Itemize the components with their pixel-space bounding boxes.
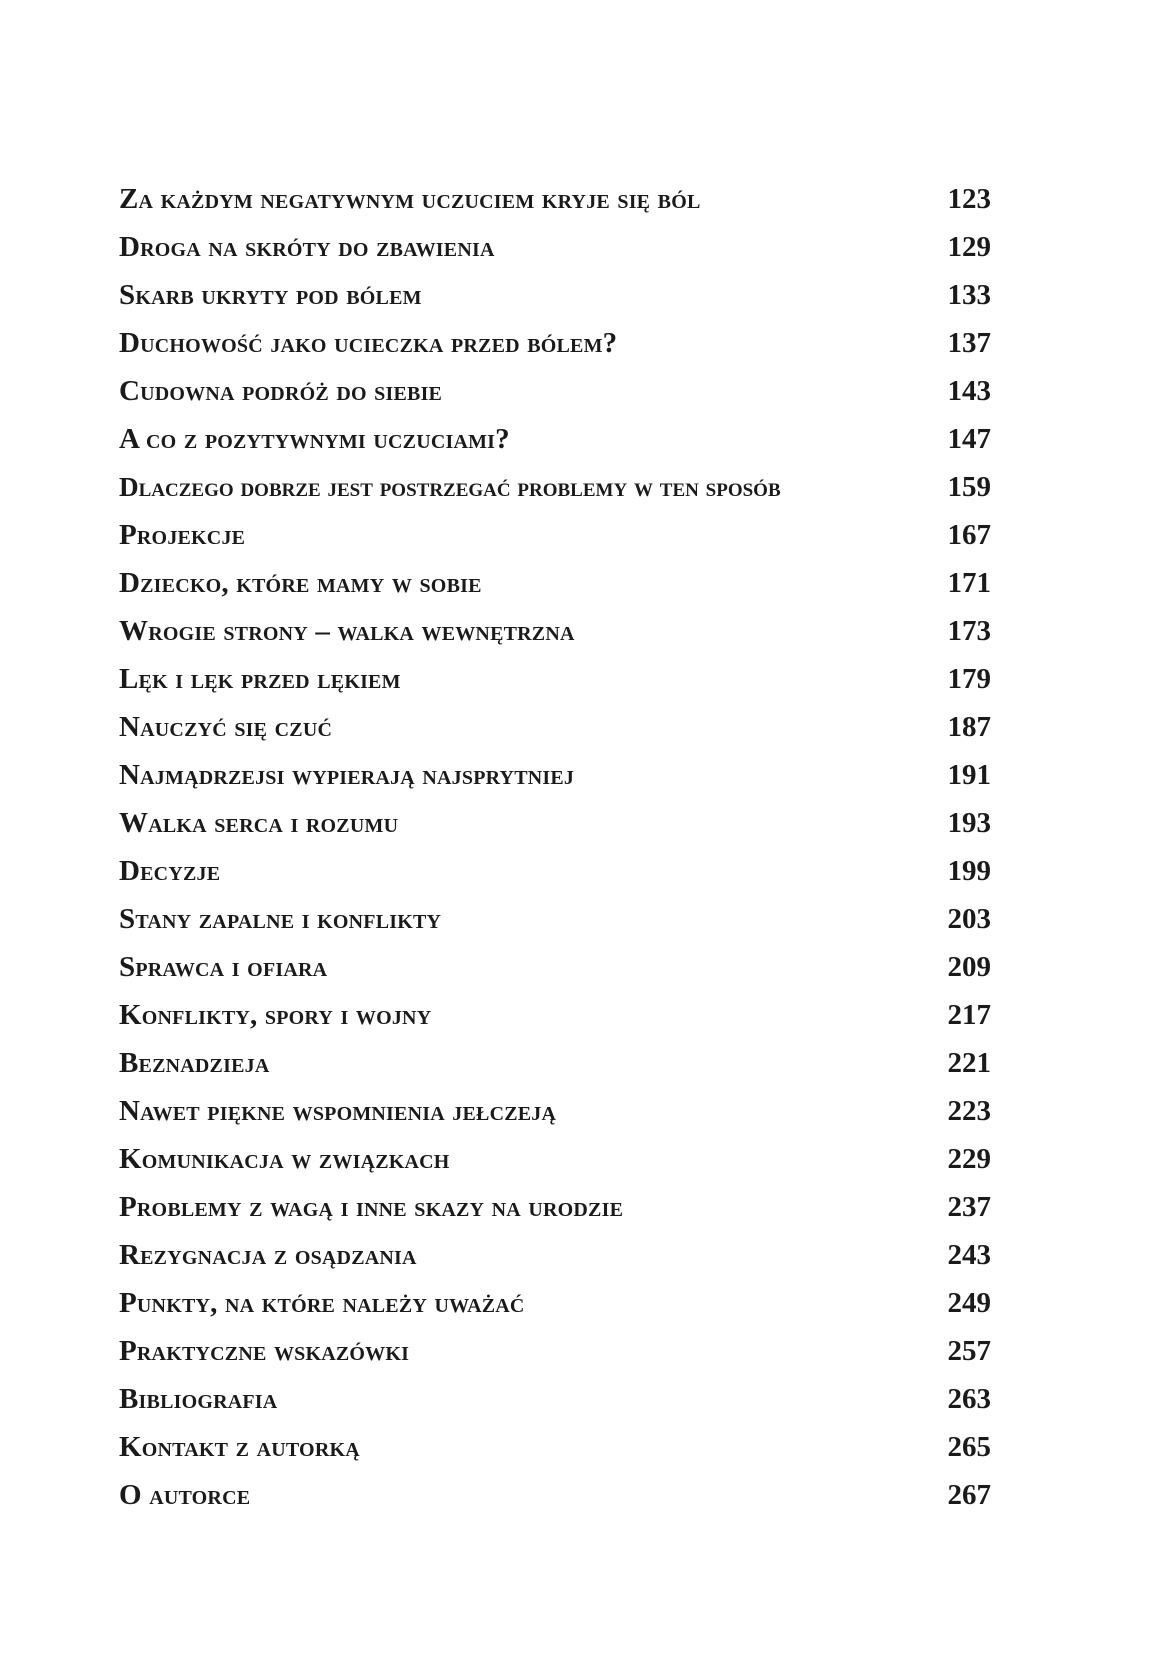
- toc-entry: [119, 327, 991, 375]
- toc-entry-page: 123: [947, 183, 991, 215]
- toc-entry: [119, 183, 991, 231]
- toc-entry: [119, 375, 991, 423]
- toc-entry: [119, 615, 991, 663]
- toc-entry-title: Najmądrzejsi wypierają najsprytniej: [119, 759, 575, 791]
- toc-entry-title: Dziecko, które mamy w sobie: [119, 567, 482, 599]
- toc-entry-title: Nauczyć się czuć: [119, 711, 333, 743]
- toc-entry: [119, 1239, 991, 1287]
- toc-entry-title: Kontakt z autorką: [119, 1431, 360, 1463]
- toc-entry-page: 187: [947, 711, 991, 743]
- toc-entry-title: Skarb ukryty pod bólem: [119, 279, 422, 311]
- toc-entry-title: Wrogie strony – walka wewnętrzna: [119, 615, 575, 647]
- toc-entry-title: Cudowna podróż do siebie: [119, 375, 443, 407]
- toc-entry-title: Lęk i lęk przed lękiem: [119, 663, 401, 695]
- toc-entry-page: 171: [947, 567, 991, 599]
- toc-entry-page: 203: [947, 903, 991, 935]
- toc-entry-page: 129: [947, 231, 991, 263]
- toc-entry: [119, 231, 991, 279]
- toc-entry-page: 143: [947, 375, 991, 407]
- toc-entry-page: 159: [947, 471, 991, 503]
- toc-entry: [119, 663, 991, 711]
- toc-entry: [119, 519, 991, 567]
- table-of-contents: [119, 183, 991, 1527]
- toc-entry-title: Beznadzieja: [119, 1047, 270, 1079]
- toc-entry-page: 229: [947, 1143, 991, 1175]
- toc-entry: [119, 1335, 991, 1383]
- toc-entry-title: A co z pozytywnymi uczuciami?: [119, 423, 510, 455]
- toc-entry-page: 265: [947, 1431, 991, 1463]
- toc-entry-page: 217: [947, 999, 991, 1031]
- toc-entry-page: 267: [947, 1479, 991, 1511]
- toc-entry: [119, 1383, 991, 1431]
- toc-entry-title: Projekcje: [119, 519, 246, 551]
- toc-entry-title: Nawet piękne wspomnienia jełczeją: [119, 1095, 557, 1127]
- toc-entry-title: Sprawca i ofiara: [119, 951, 328, 983]
- toc-entry-page: 147: [947, 423, 991, 455]
- toc-entry-page: 199: [947, 855, 991, 887]
- toc-entry-title: Praktyczne wskazówki: [119, 1335, 410, 1367]
- toc-entry-title: O autorce: [119, 1479, 251, 1511]
- toc-entry-page: 237: [947, 1191, 991, 1223]
- toc-entry-title: Duchowość jako ucieczka przed bólem?: [119, 327, 618, 359]
- toc-entry: [119, 711, 991, 759]
- toc-entry-page: 257: [947, 1335, 991, 1367]
- toc-entry-page: 209: [947, 951, 991, 983]
- toc-entry-title: Komunikacja w związkach: [119, 1143, 450, 1175]
- toc-entry-title: Dlaczego dobrze jest postrzegać problemy w ten sposób: [119, 472, 781, 502]
- toc-entry-page: 193: [947, 807, 991, 839]
- toc-entry-page: 223: [947, 1095, 991, 1127]
- toc-entry: [119, 471, 991, 519]
- toc-entry-page: 221: [947, 1047, 991, 1079]
- toc-entry: [119, 759, 991, 807]
- toc-entry-title: Stany zapalne i konflikty: [119, 903, 442, 935]
- toc-entry: [119, 1143, 991, 1191]
- toc-entry-title: Za każdym negatywnym uczuciem kryje się ból: [119, 183, 701, 215]
- toc-entry: [119, 1479, 991, 1527]
- toc-entry: [119, 1047, 991, 1095]
- toc-entry: [119, 1191, 991, 1239]
- toc-entry-title: Walka serca i rozumu: [119, 807, 399, 839]
- toc-entry-page: 179: [947, 663, 991, 695]
- toc-entry: [119, 807, 991, 855]
- toc-entry: [119, 423, 991, 471]
- toc-entry: [119, 279, 991, 327]
- toc-entry: [119, 999, 991, 1047]
- toc-entry-page: 173: [947, 615, 991, 647]
- toc-entry-title: Problemy z wagą i inne skazy na urodzie: [119, 1191, 624, 1223]
- toc-entry: [119, 1431, 991, 1479]
- toc-entry: [119, 1287, 991, 1335]
- toc-entry: [119, 903, 991, 951]
- toc-entry: [119, 567, 991, 615]
- toc-entry-page: 243: [947, 1239, 991, 1271]
- toc-entry-page: 167: [947, 519, 991, 551]
- toc-entry-title: Punkty, na które należy uważać: [119, 1287, 525, 1319]
- toc-entry-page: 191: [947, 759, 991, 791]
- toc-entry-page: 263: [947, 1383, 991, 1415]
- toc-entry-title: Bibliografia: [119, 1383, 278, 1415]
- toc-entry-page: 249: [947, 1287, 991, 1319]
- toc-entry-title: Rezygnacja z osądzania: [119, 1239, 417, 1271]
- toc-entry: [119, 951, 991, 999]
- toc-entry-title: Droga na skróty do zbawienia: [119, 231, 495, 263]
- toc-entry-title: Decyzje: [119, 855, 221, 887]
- toc-entry: [119, 855, 991, 903]
- toc-entry: [119, 1095, 991, 1143]
- toc-entry-title: Konflikty, spory i wojny: [119, 999, 432, 1031]
- toc-entry-page: 133: [947, 279, 991, 311]
- toc-entry-page: 137: [947, 327, 991, 359]
